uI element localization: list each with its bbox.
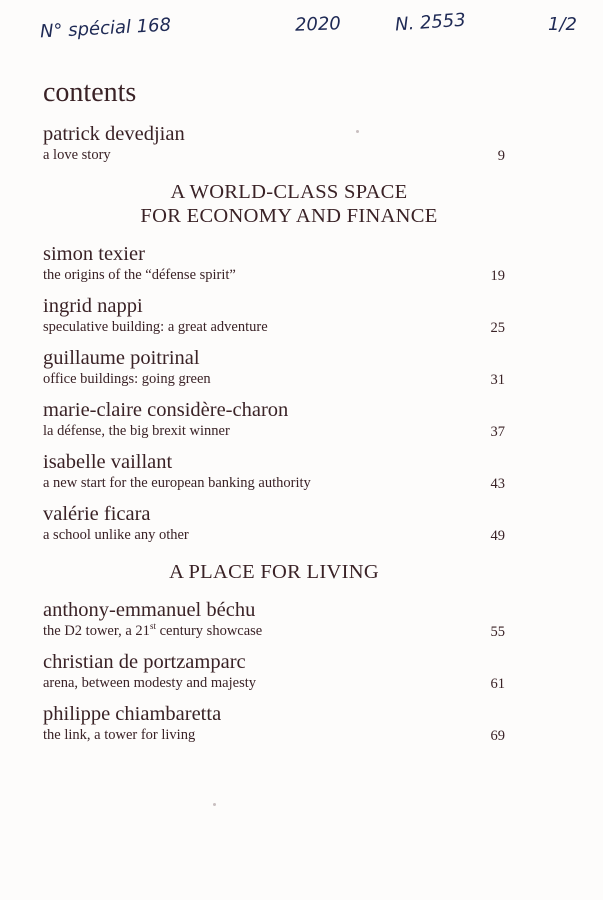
section-heading-line: A WORLD-CLASS SPACE: [170, 181, 408, 203]
article-title: a love story: [43, 147, 111, 163]
article-title: a school unlike any other: [43, 527, 189, 543]
author-name: patrick devedjian: [43, 123, 185, 145]
toc-entry[interactable]: [43, 502, 505, 554]
author-name: anthony-emmanuel béchu: [43, 599, 256, 621]
toc-entry[interactable]: [43, 346, 505, 398]
author-name: simon texier: [43, 243, 145, 265]
article-title: the link, a tower for living: [43, 727, 196, 743]
toc-entry[interactable]: [43, 398, 505, 450]
handwritten-year: 2020: [294, 13, 342, 36]
page-number: 55: [490, 624, 505, 640]
page-number: 31: [490, 372, 505, 388]
page-number: 49: [490, 528, 505, 544]
page-number: 9: [497, 148, 505, 164]
toc-entry[interactable]: [43, 294, 505, 346]
article-title-text: century showcase: [155, 623, 263, 639]
article-title: speculative building: a great adventure: [43, 319, 268, 335]
handwritten-issue-number: N° spécial 168: [39, 14, 172, 43]
author-name: ingrid nappi: [43, 295, 143, 317]
author-name: isabelle vaillant: [43, 451, 173, 473]
paper-speck: [356, 130, 359, 133]
article-title: la défense, the big brexit winner: [43, 423, 230, 439]
page-number: 43: [490, 476, 505, 492]
table-of-contents: [43, 122, 505, 754]
page-number: 61: [490, 676, 505, 692]
page-number: 37: [490, 424, 505, 440]
article-title: the origins of the “défense spirit”: [43, 267, 236, 283]
page-number: 69: [490, 728, 505, 744]
paper-speck: [213, 803, 216, 806]
article-title: [43, 622, 505, 640]
author-name: christian de portzamparc: [43, 651, 246, 673]
author-name: marie-claire considère-charon: [43, 399, 289, 421]
author-name: valérie ficara: [43, 503, 151, 525]
handwritten-fraction: 1/2: [548, 14, 577, 35]
toc-entry[interactable]: [43, 450, 505, 502]
toc-entry[interactable]: [43, 650, 505, 702]
article-title: a new start for the european banking authority: [43, 475, 311, 491]
section-heading-line: FOR ECONOMY AND FINANCE: [140, 205, 438, 227]
article-title: office buildings: going green: [43, 371, 211, 387]
ordinal-suffix: st: [149, 621, 156, 632]
page-title: contents: [43, 76, 137, 108]
toc-entry[interactable]: [43, 598, 505, 650]
toc-entry[interactable]: [43, 702, 505, 754]
article-title-text: the D2 tower, a 21: [43, 623, 150, 639]
toc-entry[interactable]: [43, 122, 505, 174]
author-name: guillaume poitrinal: [43, 347, 200, 369]
handwritten-reference: N. 2553: [394, 9, 467, 36]
article-title: arena, between modesty and majesty: [43, 675, 256, 691]
toc-entry[interactable]: [43, 242, 505, 294]
handwritten-annotation: [40, 10, 583, 42]
page-number: 25: [490, 320, 505, 336]
section-heading-living: A PLACE FOR LIVING: [169, 561, 379, 583]
page-number: 19: [490, 268, 505, 284]
author-name: philippe chiambaretta: [43, 703, 222, 725]
section-heading-economy: [43, 180, 505, 228]
